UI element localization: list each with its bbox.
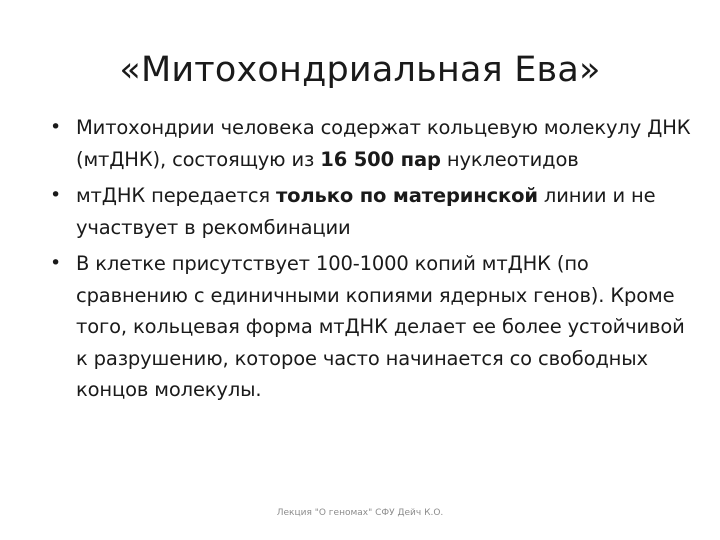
slide-footer: Лекция "О геномах" СФУ Дейч К.О. [276,508,444,518]
bullet-item [50,112,700,175]
bullet-text [76,184,655,239]
bullet-item [50,180,700,243]
bullet-text-part: нуклеотидов [440,147,579,171]
bullet-item [50,248,700,406]
bullet-list [50,112,700,411]
bullet-text-part: Митохондрии человека содержат кольцевую молекулу ДНК (мтДНК), состоящую из [76,116,691,171]
bullet-text [76,116,690,171]
bullet-marker: • [50,116,62,138]
bullet-text-part: мтДНК передается [76,184,277,207]
bullet-text-bold: 16 500 пар [320,147,441,171]
bullet-text-part: В клетке присутствует 100-1000 копий мтДНК (по сравнению с единичными копиями ядерных генов). Кроме того, кольцевая форма мтДНК делает ее более устойчивой к разрушению, которое часто начинается со свободных концов молекулы. [76,252,685,401]
bullet-text-part: линии и не участвует в рекомбинации [76,184,656,239]
bullet-text [76,252,685,401]
bullet-text-bold: только по материнской [276,184,538,207]
slide-title: «Митохондриальная Ева» [119,50,601,90]
bullet-marker: • [50,184,62,206]
bullet-marker: • [50,252,62,274]
